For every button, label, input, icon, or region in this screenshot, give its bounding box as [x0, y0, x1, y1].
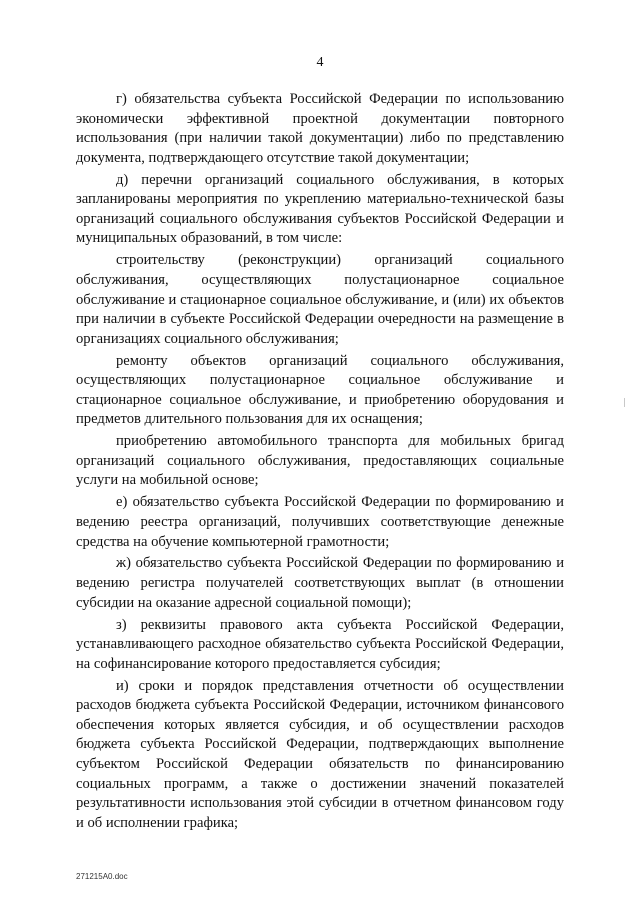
paragraph-vehicles: приобретению автомобильного транспорта для мобильных бригад организаций социального обслуживания, предоставляющих социальные услуги на мобильной основе;	[76, 433, 564, 489]
scan-margin-mark	[624, 398, 625, 407]
paragraph-construction: строительству (реконструкции) организаций социального обслуживания, осуществляющих полустационарное социальное обслуживание и стационарное социальное обслуживание, и (или) их объектов при наличии в субъекте Российской Федерации очередности на размещение в организациях социального обслуживания;	[76, 252, 564, 347]
footer-filename: 271215A0.doc	[76, 872, 128, 881]
paragraph-e: е) обязательство субъекта Российской Федерации по формированию и ведению реестра организаций, получивших соответствующие денежные средства на обучение компьютерной грамотности;	[76, 494, 564, 550]
paragraph-z: з) реквизиты правового акта субъекта Российской Федерации, устанавливающего расходное обязательство субъекта Российской Федерации, на софинансирование которого предоставляется субсидия;	[76, 616, 564, 672]
paragraph-repair: ремонту объектов организаций социального обслуживания, осуществляющих полустационарное социальное обслуживание и стационарное социальное обслуживание, и приобретению оборудования и предметов длительного пользования для их оснащения;	[76, 352, 564, 428]
paragraph-zh: ж) обязательство субъекта Российской Федерации по формированию и ведению регистра получателей соответствующих выплат (в отношении субсидии на оказание адресной социальной помощи);	[76, 555, 564, 611]
paragraph-g: г) обязательства субъекта Российской Федерации по использованию экономически эффективной проектной документации повторного использования (при наличии такой документации) либо по представлению документа, подтверждающего отсутствие такой документации;	[76, 91, 564, 166]
paragraph-i: и) сроки и порядок представления отчетности об осуществлении расходов бюджета субъекта Российской Федерации, источником финансового обеспечения которых является субсидия, и об осуществлении расходов бюджета субъекта Российской Федерации, подтверждающих выполнение субъектом Российской Федерации обязательств по финансированию социальных программ, а также о достижении значений показателей результативности использования этой субсидии в отчетном финансовом году и об исполнении графика;	[76, 677, 564, 831]
paragraph-d: д) перечни организаций социального обслуживания, в которых запланированы мероприятия по укреплению материально-технической базы организаций социального обслуживания субъектов Российской Федерации и муниципальных образований, в том числе:	[76, 171, 564, 247]
page-number: 4	[316, 55, 324, 70]
document-body	[76, 90, 564, 836]
